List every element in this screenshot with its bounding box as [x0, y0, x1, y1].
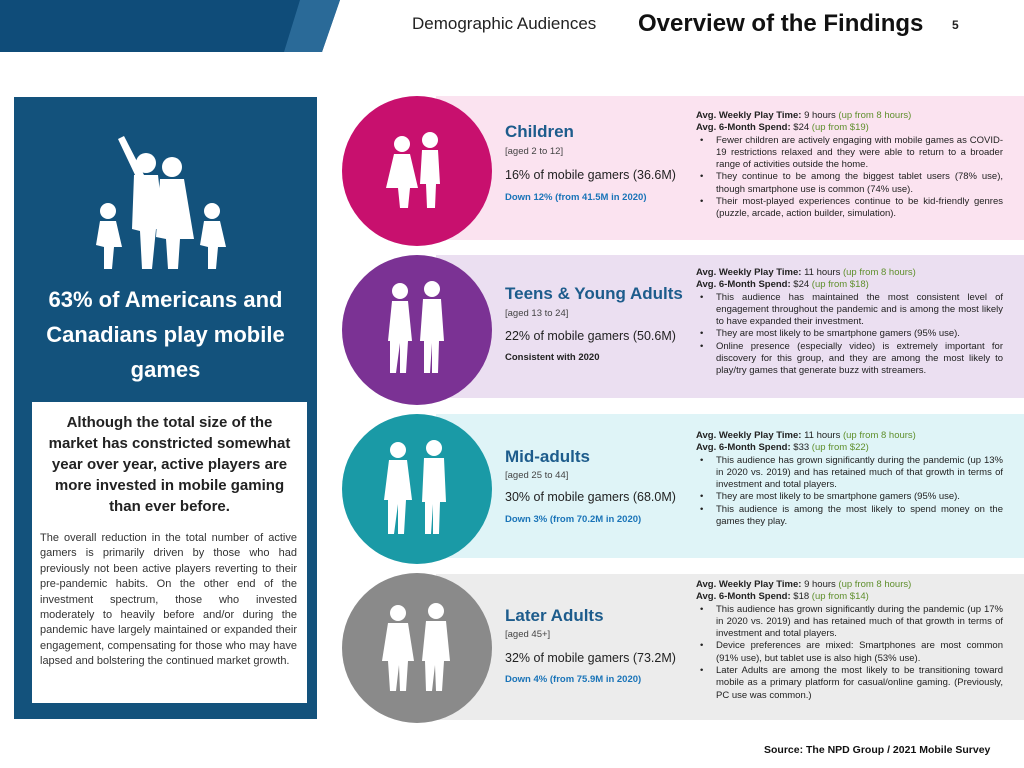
family-silhouette-icon: [94, 119, 244, 269]
segment-change-mid-adults: Down 3% (from 70.2M in 2020): [505, 514, 642, 525]
list-item: • Their most-played experiences continue to be kid-friendly genres (puzzle, arcade, action builder, simulation).: [696, 196, 1003, 221]
segment-change-teens: Consistent with 2020: [505, 352, 600, 363]
later-adults-circle: [342, 573, 492, 723]
list-item: • This audience has grown significantly during the pandemic (up 13% in 2020 vs. 2019) and has retained much of that growth in terms of investment and total players.: [696, 455, 1003, 492]
list-item: • This audience is among the most likely to spend money on the games they play.: [696, 504, 1003, 529]
segment-share-mid-adults: 30% of mobile gamers (68.0M): [505, 490, 676, 504]
summary-box: [32, 402, 307, 703]
list-item: • Online presence (especially video) is extremely important for discovery for this group, and they are among the most likely to play/try games that generate buzz with streamers.: [696, 341, 1003, 378]
segment-age-teens: [aged 13 to 24]: [505, 308, 569, 319]
page-number: 5: [952, 18, 959, 32]
segment-title-teens: Teens & Young Adults: [505, 284, 683, 303]
list-item: • Fewer children are actively engaging with mobile games as COVID-19 restrictions relaxed and they were able to return to a broader range of activities outside the home.: [696, 135, 1003, 172]
list-item: • Later Adults are among the most likely to be transitioning toward mobile as a primary platform for casual/online gaming. (Previously, PC use was common.): [696, 665, 1003, 702]
segment-title-mid-adults: Mid-adults: [505, 447, 590, 466]
segment-details-teens: Avg. Weekly Play Time: 11 hours (up from 8 hours) Avg. 6-Month Spend: $24 (up from $18) • This audience has maintained the most consistent level of engagement throughout the pandemic and is among the most likely to have expanded their investment. • They are most likely to be smartphone gamers (95% use). • Online presence (especially video) is extremely important for discovery for this group, and they are among the most likely to play/try games that generate buzz with streamers.: [696, 267, 1003, 378]
mid-adults-circle: [342, 414, 492, 564]
children-silhouette-icon: [342, 96, 492, 246]
mid-adults-silhouette-icon: [342, 414, 492, 564]
summary-body: The overall reduction in the total number of active gamers is primarily driven by those who had previously not been active players reverting to their pre-pandemic habits. On the other end of the investment spectrum, those who invested moderately to heavily before and/or during the pandemic have largely maintained or expanded their engagement, compensating for those who may have lapsed and bolstering the continued market growth.: [40, 532, 297, 668]
segment-share-later-adults: 32% of mobile gamers (73.2M): [505, 651, 676, 665]
segment-title-children: Children: [505, 122, 574, 141]
summary-panel: [14, 97, 317, 719]
segment-details-mid-adults: Avg. Weekly Play Time: 11 hours (up from 8 hours) Avg. 6-Month Spend: $33 (up from $22) • This audience has grown significantly during the pandemic (up 13% in 2020 vs. 2019) and has retained much of that growth in terms of investment and total players. • They are most likely to be smartphone gamers (95% use). • This audience is among the most likely to spend money on the games they play.: [696, 430, 1003, 528]
segment-share-teens: 22% of mobile gamers (50.6M): [505, 329, 676, 343]
teens-silhouette-icon: [342, 255, 492, 405]
children-circle: [342, 96, 492, 246]
later-adults-silhouette-icon: [342, 573, 492, 723]
list-item: • This audience has grown significantly during the pandemic (up 17% in 2020 vs. 2019) and has retained much of that growth in terms of investment and total players.: [696, 604, 1003, 641]
list-item: • This audience has maintained the most consistent level of engagement throughout the pandemic and is among the most likely to have expanded their investment.: [696, 292, 1003, 329]
header-subtitle: Demographic Audiences: [412, 14, 597, 33]
segment-share-children: 16% of mobile gamers (36.6M): [505, 168, 676, 182]
segment-age-mid-adults: [aged 25 to 44]: [505, 470, 569, 481]
list-item: • They are most likely to be smartphone gamers (95% use).: [696, 328, 1003, 340]
source-note: Source: The NPD Group / 2021 Mobile Survey: [764, 744, 991, 756]
segment-details-children: Avg. Weekly Play Time: 9 hours (up from 8 hours) Avg. 6-Month Spend: $24 (up from $19) • Fewer children are actively engaging with mobile games as COVID-19 restrictions relaxed and they were able to return to a broader range of activities outside the home. • They continue to be among the biggest tablet users (78% use), though smartphone use is common (74% use). • Their most-played experiences continue to be kid-friendly genres (puzzle, arcade, action builder, simulation).: [696, 110, 1003, 221]
list-item: • They continue to be among the biggest tablet users (78% use), though smartphone use is common (74% use).: [696, 171, 1003, 196]
segment-details-later-adults: Avg. Weekly Play Time: 9 hours (up from 8 hours) Avg. 6-Month Spend: $18 (up from $14) • This audience has grown significantly during the pandemic (up 17% in 2020 vs. 2019) and has retained much of that growth in terms of investment and total players. • Device preferences are mixed: Smartphones are most common (91% use), but tablet use is also high (53% use). • Later Adults are among the most likely to be transitioning toward mobile as a primary platform for casual/online gaming. (Previously, PC use was common.): [696, 579, 1003, 702]
segment-change-later-adults: Down 4% (from 75.9M in 2020): [505, 674, 642, 685]
segment-change-children: Down 12% (from 41.5M in 2020): [505, 192, 647, 203]
page-title: Overview of the Findings: [638, 10, 924, 37]
list-item: • They are most likely to be smartphone gamers (95% use).: [696, 491, 1003, 503]
list-item: • Device preferences are mixed: Smartphones are most common (91% use), but tablet use is also high (53% use).: [696, 640, 1003, 665]
segment-age-children: [aged 2 to 12]: [505, 146, 564, 157]
summary-lead: Although the total size of the market has constricted somewhat year over year, active players are more invested in mobile gaming than ever before.: [48, 414, 291, 515]
headline: 63% of Americans and Canadians play mobile games: [46, 287, 285, 382]
teens-circle: [342, 255, 492, 405]
header-accent-band: [0, 0, 340, 52]
segment-title-later-adults: Later Adults: [505, 606, 604, 625]
segment-age-later-adults: [aged 45+]: [505, 629, 551, 640]
